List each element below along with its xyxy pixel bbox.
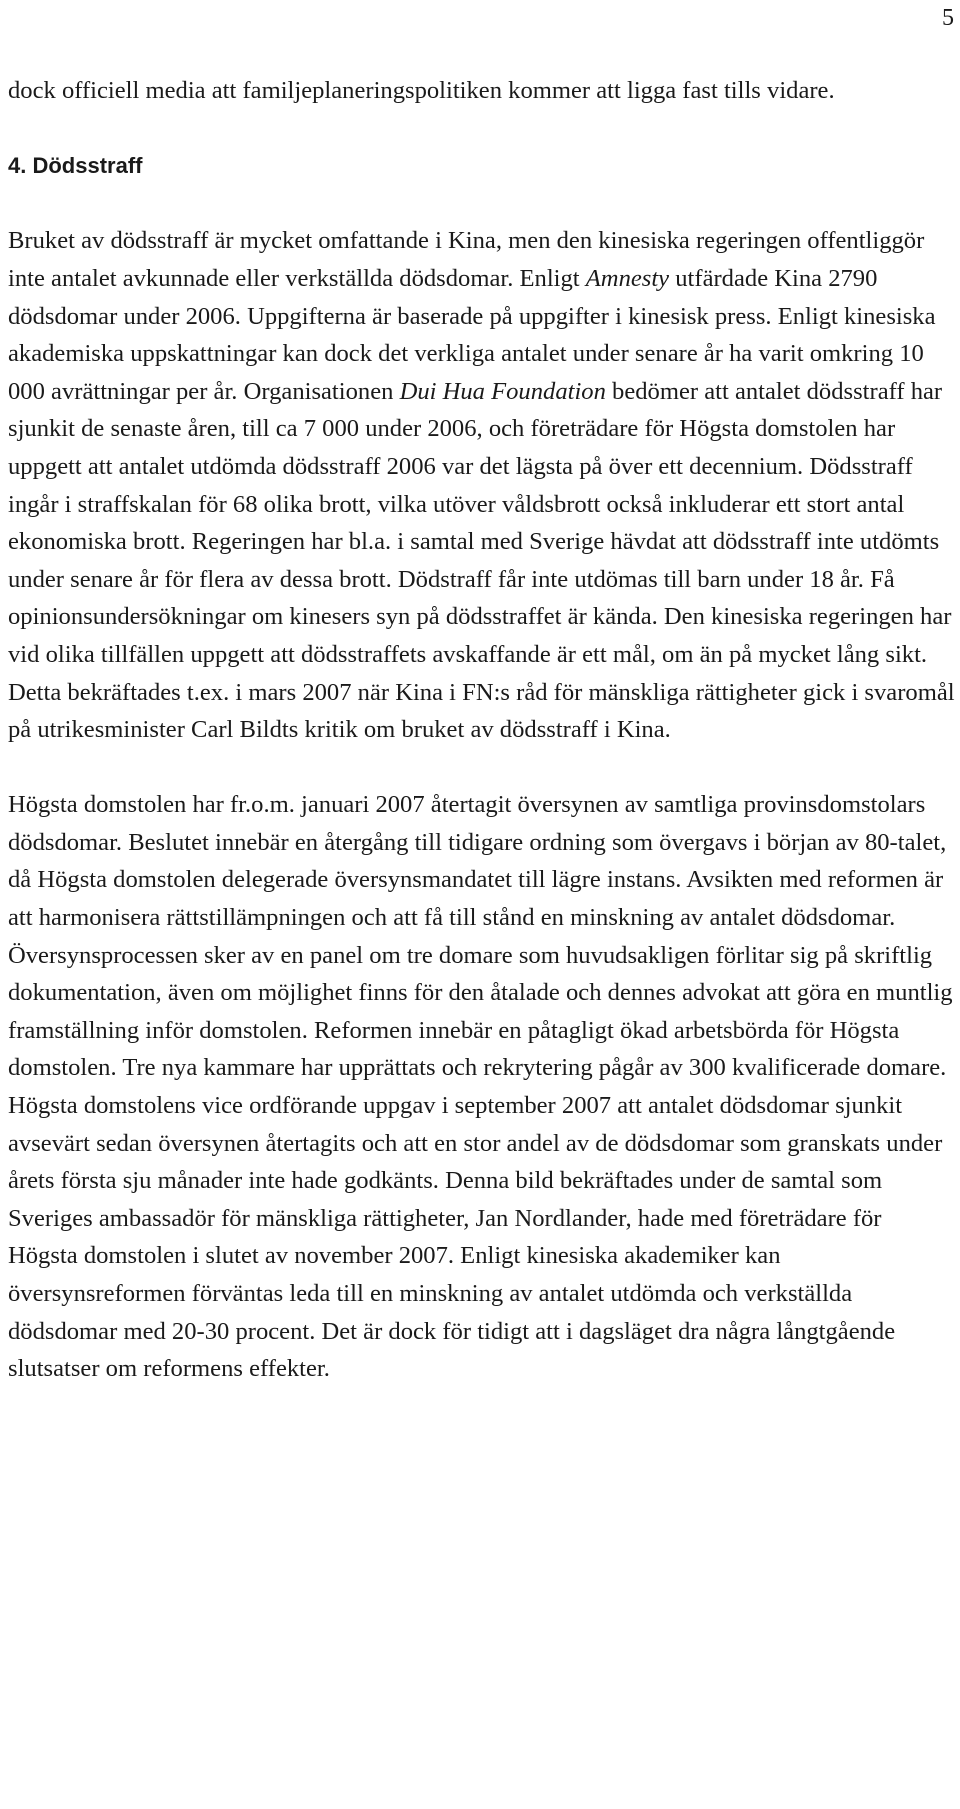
section-heading: 4. Dödsstraff: [8, 153, 143, 179]
paragraph-text: bedömer att antalet dödsstraff har sjunkit de senaste åren, till ca 7 000 under 2006, och företrädare för Högsta domstolen har uppgett att antalet utdömda dödsstraff 2006 var det lägsta på över ett decennium. Dödsstraff ingår i straffskalan för 68 olika brott, vilka utöver våldsbrott också inkluderar ett stort antal ekonomiska brott. Regeringen har bl.a. i samtal med Sverige hävdat att dödsstraff inte utdömts under senare år för flera av dessa brott. Dödstraff får inte utdömas till barn under 18 år. Få opinionsundersökningar om kinesers syn på dödsstraffet är kända. Den kinesiska regeringen har vid olika tillfällen uppgett att dödsstraffets avskaffande är ett mål, om än på mycket lång sikt. Detta bekräftades t.ex. i mars 2007 när Kina i FN:s råd för mänskliga rättigheter gick i svaromål på utrikesminister Carl Bildts kritik om bruket av dödsstraff i Kina.: [8, 377, 955, 744]
amnesty-name: Amnesty: [585, 264, 670, 292]
body-paragraph-death-penalty: [8, 222, 956, 748]
dui-hua-foundation-name: Dui Hua Foundation: [399, 377, 606, 405]
intro-paragraph: dock officiell media att familjeplaneringspolitiken kommer att ligga fast tills vidare.: [8, 77, 835, 104]
page-number: 5: [942, 5, 954, 31]
paragraph-text: utfärdade Kina 2790 dödsdomar under 2006. Uppgifterna är baserade på uppgifter i kinesisk press. Enligt kinesiska akademiska uppskattningar kan dock det verkliga antalet under senare år ha varit omkring 10 000 avrättningar per år. Organisationen: [8, 264, 936, 405]
document-body: [8, 72, 956, 1388]
body-paragraph-supreme-court: Högsta domstolen har fr.o.m. januari 2007 återtagit översynen av samtliga provinsdomstolars dödsdomar. Beslutet innebär en återgång till tidigare ordning som övergavs i början av 80-talet, då Högsta domstolen delegerade översynsmandatet till lägre instans. Avsikten med reformen är att harmonisera rättstillämpningen och att få till stånd en minskning av antalet dödsdomar. Översynsprocessen sker av en panel om tre domare som huvudsakligen förlitar sig på skriftlig dokumentation, även om möjlighet finns för den åtalade och dennes advokat att göra en muntlig framställning inför domstolen. Reformen innebär en påtagligt ökad arbetsbörda för Högsta domstolen. Tre nya kammare har upprättats och rekrytering pågår av 300 kvalificerade domare. Högsta domstolens vice ordförande uppgav i september 2007 att antalet dödsdomar sjunkit avsevärt sedan översynen återtagits och att en stor andel av de dödsdomar som granskats under årets första sju månader inte hade godkänts. Denna bild bekräftades under de samtal som Sveriges ambassadör för mänskliga rättigheter, Jan Nordlander, hade med företrädare för Högsta domstolen i slutet av november 2007. Enligt kinesiska akademiker kan översynsreformen förväntas leda till en minskning av antalet utdömda och verkställda dödsdomar med 20-30 procent. Det är dock för tidigt att i dagsläget dra några långtgående slutsatser om reformens effekter.: [8, 791, 953, 1383]
paragraph-text: Bruket av dödsstraff är mycket omfattande i Kina, men den kinesiska regeringen offentliggör inte antalet avkunnade eller verkställda dödsdomar. Enligt: [8, 227, 925, 292]
